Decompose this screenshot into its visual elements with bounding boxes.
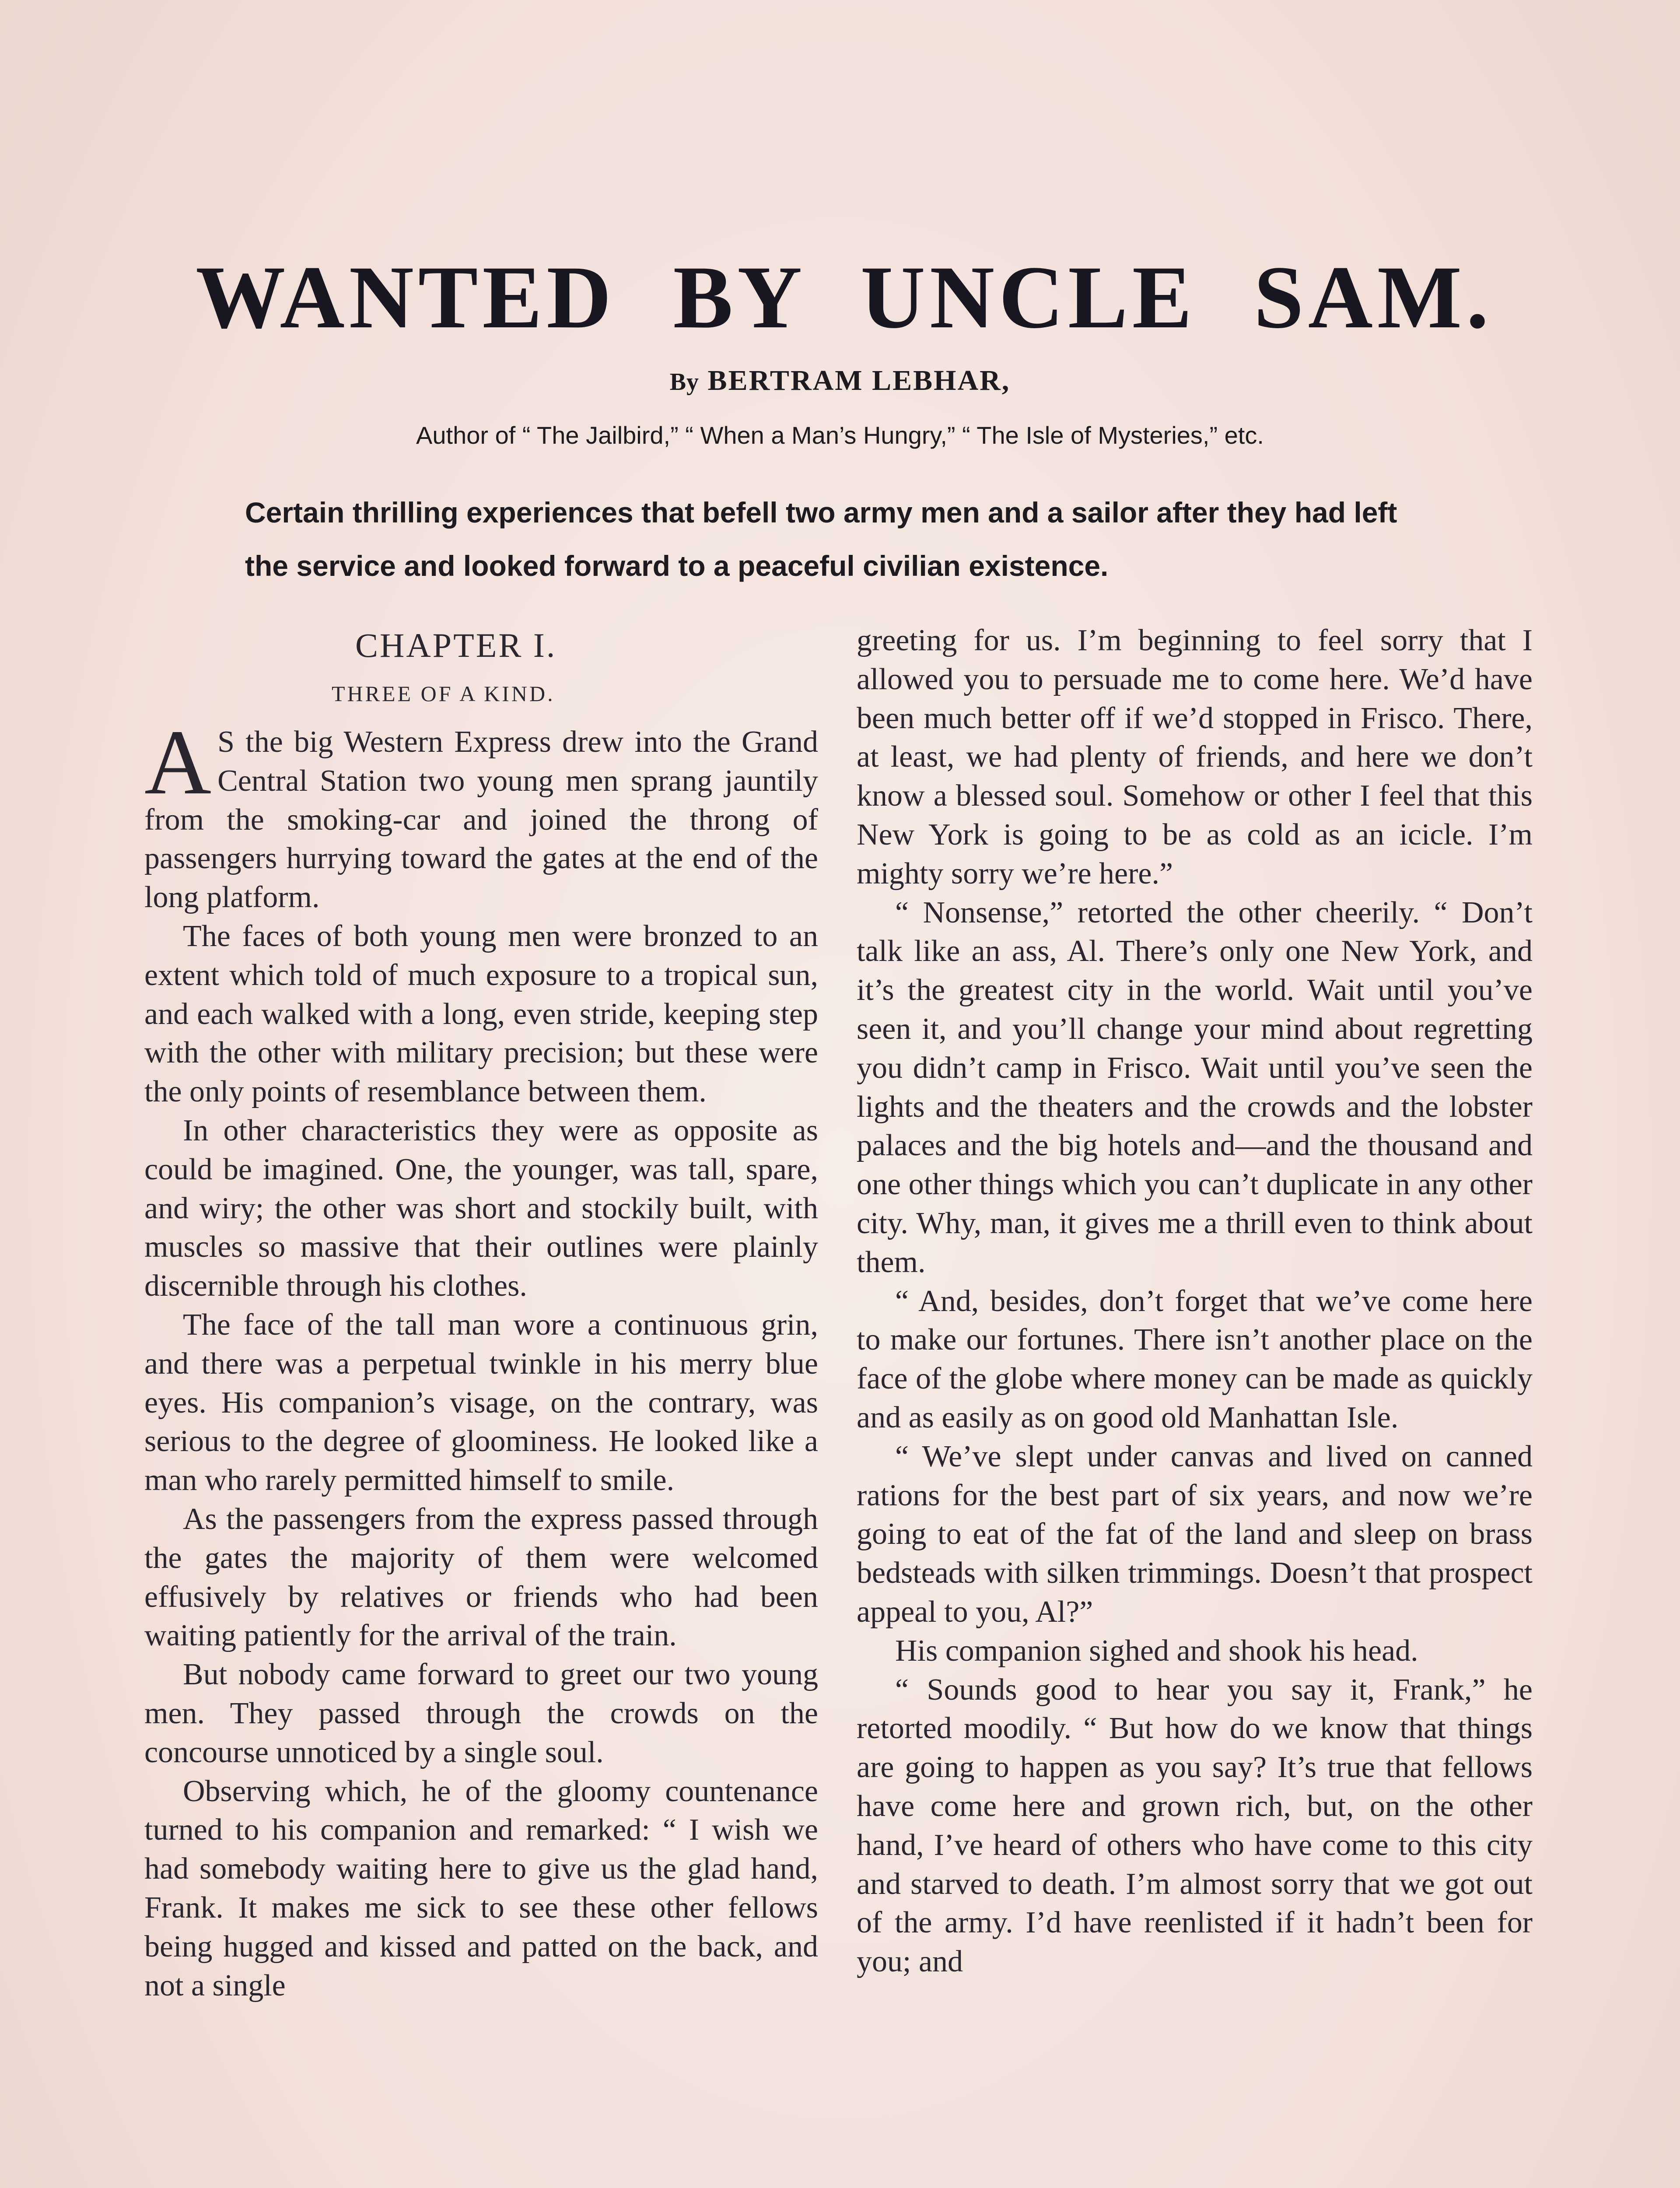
chapter-subtitle: THREE OF A KIND. [332, 681, 555, 706]
paragraph: “ We’ve slept under canvas and lived on canned rations for the best part of six years, and now we’re going to eat of the fat of the land and sleep on brass bedsteads with silken trimmings. Doesn’t that prospect appeal to you, Al?” [857, 1439, 1533, 1629]
paragraph: But nobody came forward to greet our two young men. They passed through the crowds on the concourse unnoticed by a single soul. [144, 1658, 818, 1769]
author-name: BERTRAM LEBHAR, [707, 365, 1011, 396]
drop-cap: A [144, 711, 212, 813]
paragraph: In other characteristics they were as opposite as could be imagined. One, the younger, was tall, spare, and wiry; the other was short and stockily built, with muscles so massive that their outlines were plainly discernible through his clothes. [144, 1113, 818, 1303]
paragraph: “ Nonsense,” retorted the other cheerily. “ Don’t talk like an ass, Al. There’s only one New York, and it’s the greatest city in the world. Wait until you’ve seen it, and you’ll change your mind about regretting you didn’t camp in Frisco. Wait until you’ve seen the lights and the theaters and the crowds and the lobster palaces and the big hotels and—and the thousand and one other things which you can’t duplicate in any other city. Why, man, it gives me a thrill even to think about them. [857, 895, 1533, 1279]
left-column [144, 621, 818, 2005]
paragraph: As the passengers from the express passed through the gates the majority of them were welcomed effusively by relatives or friends who had been waiting patiently for the arrival of the train. [144, 1502, 818, 1653]
byline-prefix: By [669, 368, 700, 396]
paragraph: The faces of both young men were bronzed to an extent which told of much exposure to a tropical sun, and each walked with a long, even stride, keeping step with the other with military precision; but these were the only points of resemblance between them. [144, 919, 818, 1109]
article-intro: Certain thrilling experiences that befell two army men and a sailor after they had left the service and looked forward to a peaceful civilian existence. [245, 496, 1397, 582]
first-paragraph [144, 711, 818, 917]
paragraph: The face of the tall man wore a continuous grin, and there was a perpetual twinkle in his merry blue eyes. His companion’s visage, on the contrary, was serious to the degree of gloominess. He looked like a man who rarely permitted himself to smile. [144, 1308, 818, 1497]
paragraph: “ Sounds good to hear you say it, Frank,” he retorted moodily. “ But how do we know that things are going to happen as you say? It’s true that fellows have come here and grown rich, but, on the other hand, I’ve heard of others who have come to this city and starved to death. I’m almost sorry that we got out of the army. I’d have reenlisted if it hadn’t been for you; and [857, 1673, 1533, 1979]
chapter-heading: CHAPTER I. [355, 626, 557, 664]
first-paragraph-text: S the big Western Express drew into the Grand Central Station two young men sprang jauntily from the smoking-car and joined the throng of passengers hurrying toward the gates at the end of the long platform. [144, 725, 818, 915]
paragraph: Observing which, he of the gloomy countenance turned to his companion and remarked: “ I wish we had somebody waiting here to give us the glad hand, Frank. It makes me sick to see these other fellows being hugged and kissed and patted on the back, and not a single [144, 1774, 818, 2002]
paragraph: His companion sighed and shook his head. [895, 1634, 1418, 1668]
article-title: WANTED BY UNCLE SAM. [196, 248, 1493, 347]
author-credits: Author of “ The Jailbird,” “ When a Man’s Hungry,” “ The Isle of Mysteries,” etc. [416, 421, 1264, 449]
continued-paragraph: greeting for us. I’m beginning to feel sorry that I allowed you to persuade me to come here. We’d have been much better off if we’d stopped in Frisco. There, at least, we had plenty of friends, and here we don’t know a blessed soul. Somehow or other I feel that this New York is going to be as cold as an icicle. I’m mighty sorry we’re here.” [857, 624, 1533, 891]
paragraph: “ And, besides, don’t forget that we’ve come here to make our fortunes. There isn’t another place on the face of the globe where money can be made as quickly and as easily as on good old Manhattan Isle. [857, 1284, 1533, 1434]
right-column [857, 621, 1533, 1981]
byline [0, 363, 1680, 400]
